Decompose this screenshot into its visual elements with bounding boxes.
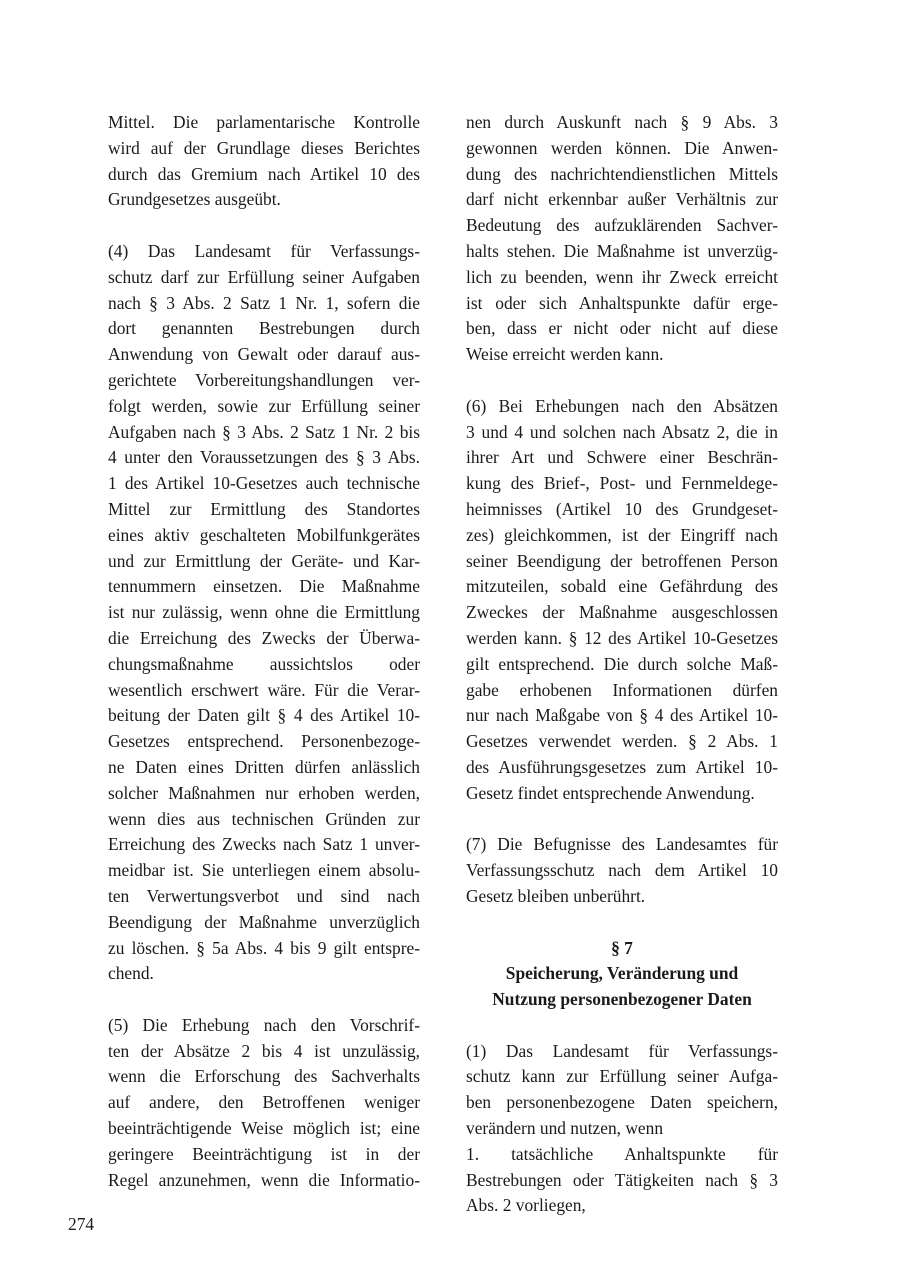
text-line: nur nach Maßgabe von § 4 des Artikel 10- [466, 705, 778, 726]
text-line: auf andere, den Betroffenen weniger [108, 1092, 420, 1113]
text-line: wenn die Erforschung des Sachverhalts [108, 1066, 420, 1087]
text-line: durch das Gremium nach Artikel 10 des [108, 163, 420, 184]
text-line: gerichtete Vorbereitungshandlungen ver- [108, 369, 420, 390]
text-line: verändern und nutzen, wenn [466, 1118, 664, 1139]
text-line: 1 des Artikel 10-Gesetzes auch technische [108, 473, 420, 494]
text-line: lich zu beenden, wenn ihr Zweck erreicht [466, 266, 778, 287]
text-line: heimnisses (Artikel 10 des Grundgeset- [466, 498, 778, 519]
text-line: meidbar ist. Sie unterliegen einem absolu- [108, 860, 420, 881]
section-title-line: Speicherung, Veränderung und [505, 963, 739, 984]
text-line: wird auf der Grundlage dieses Berichtes [108, 137, 420, 158]
text-line: nen durch Auskunft nach § 9 Abs. 3 [466, 112, 778, 132]
text-line: geringere Beeinträchtigung ist in der [108, 1143, 420, 1164]
text-line: Bestrebungen oder Tätigkeiten nach § 3 [466, 1169, 778, 1190]
text-line: des Ausführungsgesetzes zum Artikel 10- [466, 756, 778, 777]
text-line: (5) Die Erhebung nach den Vorschrif- [108, 1014, 420, 1035]
text-line: und zur Ermittlung der Geräte- und Kar- [108, 550, 420, 571]
text-line: (4) Das Landesamt für Verfassungs- [108, 240, 420, 261]
text-line: werden kann. § 12 des Artikel 10-Gesetzes [466, 627, 778, 648]
text-line: ben, dass er nicht oder nicht auf diese [466, 318, 778, 339]
text-line: Gesetzes entsprechend. Personenbezoge- [108, 731, 420, 752]
text-line: seiner Beendigung der betroffenen Person [466, 550, 778, 571]
paragraph-gap [466, 910, 778, 936]
text-line: Grundgesetzes ausgeübt. [108, 189, 281, 210]
text-line: beitung der Daten gilt § 4 des Artikel 10- [108, 705, 420, 726]
text-line: tennummern einsetzen. Die Maßnahme [108, 576, 420, 597]
text-line: gewonnen werden können. Die Anwen- [466, 137, 778, 158]
text-line: chungsmaßnahme aussichtslos oder [108, 653, 420, 674]
text-line: dort genannten Bestrebungen durch [108, 318, 420, 339]
text-line: nach § 3 Abs. 2 Satz 1 Nr. 1, sofern die [108, 292, 420, 313]
paragraph-gap [108, 987, 420, 1013]
text-line: Verfassungsschutz nach dem Artikel 10 [466, 860, 778, 881]
text-line: (7) Die Befugnisse des Landesamtes für [466, 834, 778, 855]
section-title-line: Nutzung personenbezogener Daten [492, 989, 752, 1010]
text-line: Erreichung des Zwecks nach Satz 1 unver- [108, 834, 420, 855]
page-number: 274 [68, 1214, 95, 1234]
text-line: Aufgaben nach § 3 Abs. 2 Satz 1 Nr. 2 bis [108, 421, 420, 442]
paragraph-gap [466, 1013, 778, 1039]
text-line: Gesetzes verwendet werden. § 2 Abs. 1 [466, 731, 778, 752]
text-line: eines aktiv geschalteten Mobilfunkgerätes [108, 524, 420, 545]
paragraph-gap [108, 213, 420, 239]
text-line: ist nur zulässig, wenn ohne die Ermittlung [108, 602, 420, 623]
text-line: Gesetz bleiben unberührt. [466, 885, 646, 906]
text-line: beeinträchtigende Weise möglich ist; eine [108, 1118, 420, 1139]
text-line: schutz darf zur Erfüllung seiner Aufgaben [108, 266, 420, 287]
paragraph-gap [466, 368, 778, 394]
text-line: gilt entsprechend. Die durch solche Maß- [466, 653, 778, 674]
text-line: (1) Das Landesamt für Verfassungs- [466, 1040, 778, 1061]
text-line: Mittel zur Ermittlung des Standortes [108, 498, 420, 519]
text-line: die Erreichung des Zwecks der Überwa- [108, 627, 420, 648]
text-line: ne Daten eines Dritten dürfen anlässlich [108, 756, 420, 777]
text-line: zu löschen. § 5a Abs. 4 bis 9 gilt entspre- [108, 937, 420, 958]
text-line: gabe erhobenen Informationen dürfen [466, 679, 778, 700]
text-line: Beendigung der Maßnahme unverzüglich [108, 911, 420, 932]
text-line: 1. tatsächliche Anhaltspunkte für [466, 1143, 778, 1164]
text-line: ihrer Art und Schwere einer Beschrän- [466, 447, 778, 468]
text-line: Regel anzunehmen, wenn die Informatio- [108, 1169, 420, 1190]
text-line: Mittel. Die parlamentarische Kontrolle [108, 112, 420, 132]
text-line: Weise erreicht werden kann. [466, 344, 664, 365]
text-line: ist oder sich Anhaltspunkte dafür erge- [466, 292, 778, 313]
text-line: ben personenbezogene Daten speichern, [466, 1092, 778, 1113]
section-number: § 7 [611, 937, 633, 958]
text-line: mitzuteilen, sobald eine Gefährdung des [466, 576, 778, 597]
text-line: (6) Bei Erhebungen nach den Absätzen [466, 395, 778, 416]
text-line: solcher Maßnahmen nur erhoben werden, [108, 782, 420, 803]
text-line: dung des nachrichtendienstlichen Mittels [466, 163, 778, 184]
text-line: halts stehen. Die Maßnahme ist unverzüg- [466, 240, 778, 261]
right-text-column [466, 110, 778, 1219]
text-line: kung des Brief-, Post- und Fernmeldege- [466, 473, 778, 494]
text-line: Zweckes der Maßnahme ausgeschlossen [466, 602, 778, 623]
left-text-column [108, 110, 420, 1193]
text-line: 3 und 4 und solchen nach Absatz 2, die in [466, 421, 778, 442]
paragraph-gap [466, 807, 778, 833]
text-line: Bedeutung des aufzuklärenden Sachver- [466, 215, 778, 236]
text-line: 4 unter den Voraussetzungen des § 3 Abs. [108, 447, 420, 468]
text-line: ten Verwertungsverbot und sind nach [108, 885, 420, 906]
text-line: Abs. 2 vorliegen, [466, 1195, 586, 1216]
text-line: schutz kann zur Erfüllung seiner Aufga- [466, 1066, 778, 1087]
text-line: wenn dies aus technischen Gründen zur [108, 808, 420, 829]
text-line: Anwendung von Gewalt oder darauf aus- [108, 344, 420, 365]
text-line: zes) gleichkommen, ist der Eingriff nach [466, 524, 778, 545]
text-line: chend. [108, 963, 154, 984]
text-line: folgt werden, sowie zur Erfüllung seiner [108, 395, 420, 416]
text-line: darf nicht erkennbar außer Verhältnis zur [466, 189, 778, 210]
text-line: wesentlich erschwert wäre. Für die Verar- [108, 679, 420, 700]
text-line: Gesetz findet entsprechende Anwendung. [466, 782, 755, 803]
text-line: ten der Absätze 2 bis 4 ist unzulässig, [108, 1040, 420, 1061]
